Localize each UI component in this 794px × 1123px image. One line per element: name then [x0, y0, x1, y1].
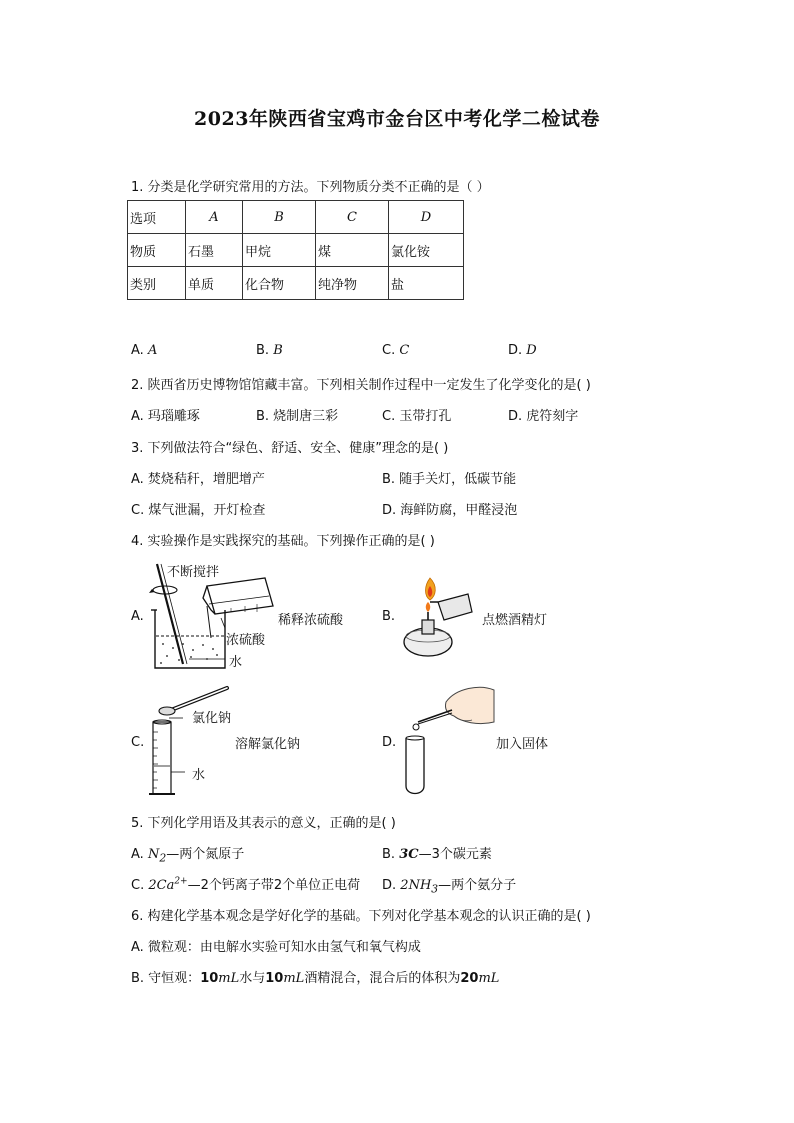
question-5-option-b[interactable]: [382, 843, 492, 862]
label-water: 水: [229, 655, 243, 670]
table-row: [128, 267, 464, 300]
option-text: —2个钙离子带2个单位正电荷: [187, 878, 361, 893]
question-5-option-c[interactable]: [131, 874, 360, 893]
value: 10: [200, 971, 219, 986]
question-3-option-b[interactable]: B. 随手关灯，低碳节能: [382, 472, 517, 487]
subscript: 3: [431, 882, 439, 896]
question-2-option-b[interactable]: B. 烧制唐三彩: [256, 409, 339, 424]
caption-light-lamp: 点燃酒精灯: [482, 613, 548, 628]
question-4-option-d-letter[interactable]: D.: [382, 735, 397, 750]
question-3-option-a[interactable]: A. 焚烧秸秆，增肥增产: [131, 472, 265, 487]
table-row: [128, 201, 464, 234]
label-salt: 氯化钠: [192, 711, 232, 726]
value: 10: [265, 971, 284, 986]
option-text: 酒精混合，混合后的体积为: [304, 971, 461, 986]
option-text: 水与: [239, 971, 266, 986]
table-cell: B: [243, 201, 316, 234]
caption-dilute-acid: 稀释浓硫酸: [278, 613, 344, 628]
option-letter: D.: [382, 878, 397, 893]
table-row: [128, 234, 464, 267]
question-4-option-b-letter[interactable]: B.: [382, 609, 396, 624]
option-text: —两个氨分子: [438, 878, 517, 893]
table-cell: 化合物: [243, 267, 316, 300]
option-letter: B. 守恒观：: [131, 971, 201, 986]
question-2-option-c[interactable]: C. 玉带打孔: [382, 409, 452, 424]
question-4-stem: 4. 实验操作是实践探究的基础。下列操作正确的是( ): [131, 534, 435, 549]
alcohol-lamp-diagram: [398, 572, 482, 662]
question-2-option-a[interactable]: A. 玛瑙雕琢: [131, 409, 200, 424]
label-stir: 不断搅拌: [167, 565, 220, 580]
table-cell: 氯化铵: [389, 234, 464, 267]
table-cell: D: [389, 201, 464, 234]
option-letter: B.: [256, 343, 270, 358]
superscript: 2+: [174, 876, 188, 887]
question-6-stem: 6. 构建化学基本观念是学好化学的基础。下列对化学基本观念的认识正确的是( ): [131, 909, 591, 924]
question-6-option-a[interactable]: A. 微粒观：由电解水实验可知水由氢气和氧气构成: [131, 940, 421, 955]
caption-add-solid: 加入固体: [496, 737, 549, 752]
question-1-table: [127, 200, 464, 300]
question-1-option-b[interactable]: [256, 343, 283, 358]
dissolve-salt-diagram: [145, 680, 235, 802]
subscript: 2: [159, 851, 167, 865]
question-4-option-a-letter[interactable]: A.: [131, 609, 144, 624]
formula: N: [147, 847, 160, 862]
table-cell: 盐: [389, 267, 464, 300]
option-letter: C.: [131, 878, 145, 893]
label-conc-acid: 浓硫酸: [226, 633, 266, 648]
question-1-option-a[interactable]: [131, 343, 157, 358]
option-text: C: [399, 343, 410, 358]
option-letter: C.: [382, 343, 396, 358]
question-5-option-a[interactable]: [131, 843, 244, 865]
label-water-cylinder: 水: [192, 768, 206, 783]
question-1-option-d[interactable]: [508, 343, 537, 358]
table-cell: A: [186, 201, 243, 234]
table-cell: C: [316, 201, 389, 234]
question-1-option-c[interactable]: [382, 343, 409, 358]
table-cell: 石墨: [186, 234, 243, 267]
question-5-option-d[interactable]: [382, 874, 516, 896]
formula: 3C: [399, 847, 419, 862]
value: 20: [460, 971, 479, 986]
question-3-option-c[interactable]: C. 煤气泄漏，开灯检查: [131, 503, 266, 518]
question-3-option-d[interactable]: D. 海鲜防腐，甲醛浸泡: [382, 503, 518, 518]
question-6-option-b[interactable]: [131, 967, 499, 986]
add-solid-diagram: [400, 682, 496, 800]
table-cell: 选项: [128, 201, 186, 234]
page-title: 2023年陕西省宝鸡市金台区中考化学二检试卷: [194, 108, 600, 130]
option-text: —3个碳元素: [418, 847, 492, 862]
option-text: B: [273, 343, 283, 358]
question-5-stem: 5. 下列化学用语及其表示的意义，正确的是( ): [131, 816, 396, 831]
question-3-stem: 3. 下列做法符合“绿色、舒适、安全、健康”理念的是( ): [131, 441, 449, 456]
formula: 2Ca: [148, 878, 175, 893]
question-2-stem: 2. 陕西省历史博物馆馆藏丰富。下列相关制作过程中一定发生了化学变化的是( ): [131, 378, 591, 393]
table-cell: 甲烷: [243, 234, 316, 267]
table-cell: 纯净物: [316, 267, 389, 300]
option-text: D: [526, 343, 537, 358]
question-4-option-c-letter[interactable]: C.: [131, 735, 145, 750]
unit: mL: [478, 971, 500, 986]
table-cell: 类别: [128, 267, 186, 300]
table-cell: 物质: [128, 234, 186, 267]
question-1-stem: 1. 分类是化学研究常用的方法。下列物质分类不正确的是（ ）: [131, 180, 490, 195]
option-letter: B.: [382, 847, 396, 862]
formula: 2NH: [400, 878, 432, 893]
unit: mL: [283, 971, 305, 986]
caption-dissolve-salt: 溶解氯化钠: [235, 737, 301, 752]
table-cell: 煤: [316, 234, 389, 267]
option-text: —两个氮原子: [166, 847, 245, 862]
table-cell: 单质: [186, 267, 243, 300]
unit: mL: [218, 971, 240, 986]
question-2-option-d[interactable]: D. 虎符刻字: [508, 409, 579, 424]
option-text: A: [147, 343, 158, 358]
option-letter: A.: [131, 343, 144, 358]
option-letter: A.: [131, 847, 144, 862]
option-letter: D.: [508, 343, 523, 358]
